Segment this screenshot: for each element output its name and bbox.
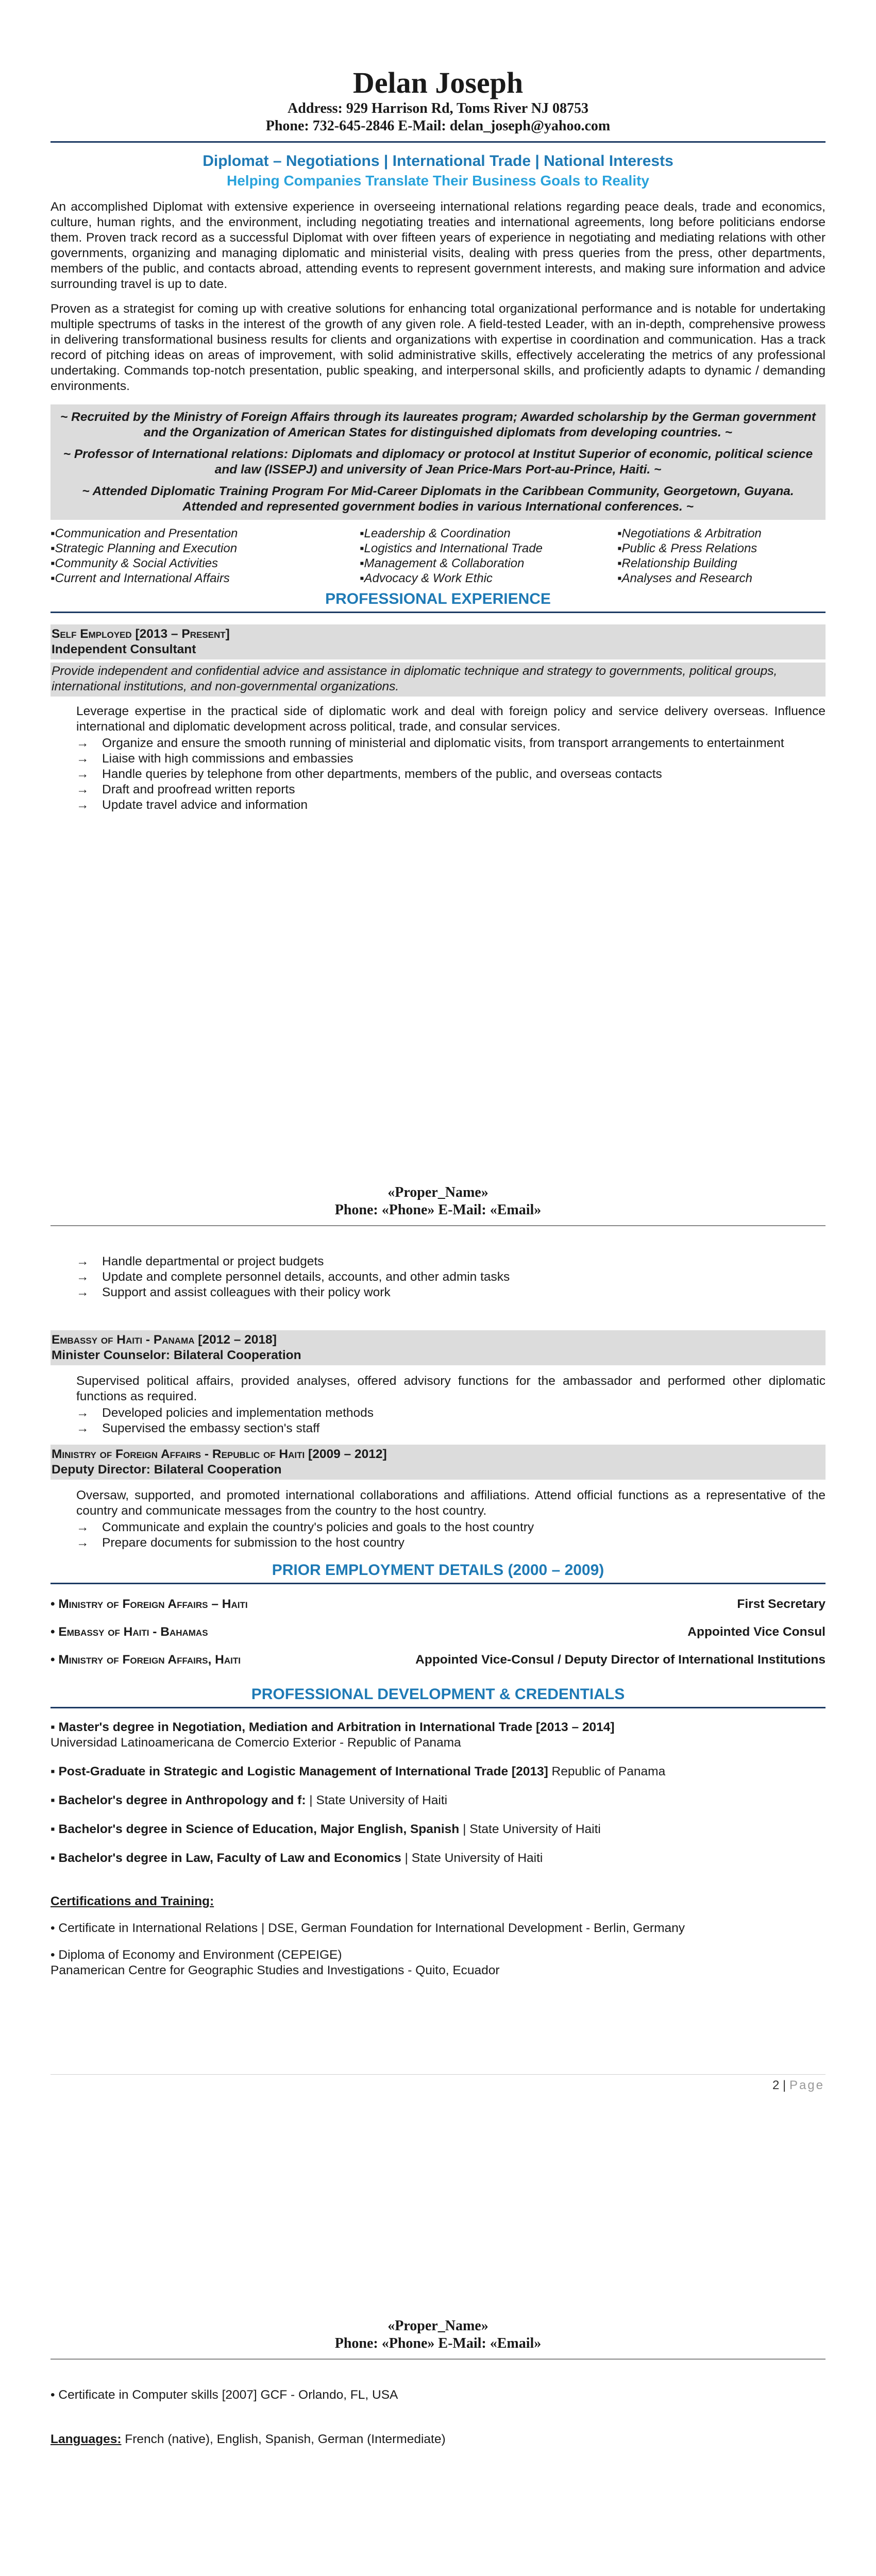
degree-5-title: ▪ Bachelor's degree in Law, Faculty of Law and Economics [50,1851,401,1865]
languages-line [50,2432,826,2447]
job-1-bullets-continued [76,1254,826,1300]
list-item: → Update and complete personnel details, accounts, and other admin tasks [76,1269,826,1285]
skill-item: ▪ Advocacy & Work Ethic [360,571,617,586]
job-1-summary: Provide independent and confidential advice and assistance in diplomatic technique and strategy to governments, political groups, international institutions, and non-governmental organizations. [50,663,826,697]
degree-3 [50,1793,826,1808]
experience-rule [50,612,826,613]
skill-item: ▪ Community & Social Activities [50,556,360,571]
header-rule [50,141,826,143]
degree-4-title: ▪ Bachelor's degree in Science of Education, Major English, Spanish [50,1822,459,1836]
prior-org: • Ministry of Foreign Affairs, Haiti [50,1653,241,1667]
page-word: Page [789,2078,824,2092]
job-2-details [76,1374,826,1436]
prior-org: • Embassy of Haiti - Bahamas [50,1625,208,1639]
page-2-content [50,1184,826,1978]
page-2 [0,1133,876,2267]
prior-row-3 [50,1652,826,1668]
list-item: → Developed policies and implementation methods [76,1405,826,1421]
job-1-details-continued [76,1254,826,1300]
list-item: → Liaise with high commissions and embassies [76,751,826,767]
address-line: Address: 929 Harrison Rd, Toms River NJ 08753 [288,100,588,116]
page-3 [0,2267,876,2576]
job-3-header [50,1445,826,1480]
job-3-employer: Ministry of Foreign Affairs - Republic of Haiti [2009 – 2012] [52,1447,387,1461]
job-2-intro: Supervised political affairs, provided analyses, offered advisory functions for the ambassador and performed other diplomatic functions as required. [76,1374,826,1403]
prior-row-2 [50,1624,826,1640]
degree-3-title: ▪ Bachelor's degree in Anthropology and f: [50,1793,306,1807]
page-separator: | [779,2078,789,2092]
job-1-employer: Self Employed [2013 – Present] [52,627,230,641]
certificate-3-line: • Certificate in Computer skills [2007] GCF - Orlando, FL, USA [50,2388,398,2402]
job-3-bullets [76,1520,826,1551]
skill-item: ▪ Strategic Planning and Execution [50,541,360,556]
certifications-heading [50,1894,826,1909]
degree-1-school: Universidad Latinoamericana de Comercio Exterior - Republic of Panama [50,1736,461,1750]
degree-5 [50,1851,826,1866]
highlight-2: ~ Professor of International relations: Diplomats and diplomacy or protocol at Institut Superior of economic, political science and law (ISSEPJ) and university of Jean Price-Mars Port-au-Prince, Haiti. ~ [63,447,813,477]
certificate-1 [50,1921,826,1936]
job-2-employer: Embassy of Haiti - Panama [2012 – 2018] [52,1333,277,1347]
education-rule [50,1707,826,1708]
highlights-box [50,404,826,520]
job-1-role: Independent Consultant [52,642,196,656]
skills-column-1 [50,526,360,586]
list-item: → Supervised the embassy section's staff [76,1421,826,1436]
skills-grid [50,526,826,586]
continuation-rule [50,2359,826,2360]
languages-label: Languages: [50,2432,122,2446]
degree-1 [50,1720,826,1751]
skill-item: ▪ Current and International Affairs [50,571,360,586]
experience-section-title: PROFESSIONAL EXPERIENCE [325,590,551,607]
headline-title: Diplomat – Negotiations | International Trade | National Interests [203,152,673,170]
continuation-contact: Phone: «Phone» E-Mail: «Email» [334,2335,542,2351]
list-item: → Update travel advice and information [76,798,826,813]
degree-2-school: Republic of Panama [548,1765,666,1778]
skills-column-3 [617,526,762,586]
job-3-intro: Oversaw, supported, and promoted international collaborations and affiliations. Attend official functions as a representative of the country and communicate messages from the country to the host country. [76,1488,826,1518]
job-2-bullets [76,1405,826,1436]
job-2-role: Minister Counselor: Bilateral Cooperation [52,1348,301,1362]
degree-2 [50,1764,826,1780]
highlight-1: ~ Recruited by the Ministry of Foreign Affairs through its laureates program; Awarded scholarship by the German government and the Organization of American States for distinguished diplomats from developing countries. ~ [60,410,816,439]
list-item: → Organize and ensure the smooth running of ministerial and diplomatic visits, from transport arrangements to entertainment [76,736,826,751]
contact-line: Phone: 732-645-2846 E-Mail: delan_joseph@yahoo.com [265,118,611,134]
continuation-name: «Proper_Name» [388,2318,488,2334]
job-1-header [50,624,826,659]
education-section-title: PROFESSIONAL DEVELOPMENT & CREDENTIALS [251,1686,625,1703]
certificate-3 [50,2387,826,2403]
prior-row-1 [50,1597,826,1612]
degree-4 [50,1822,826,1837]
certificate-2 [50,1947,826,1978]
job-1-bullets [76,736,826,813]
skills-column-2 [360,526,617,586]
job-1-details [76,704,826,813]
degree-3-school: | State University of Haiti [306,1793,448,1807]
skill-item: ▪ Communication and Presentation [50,526,360,541]
candidate-name: Delan Joseph [352,66,524,99]
skill-item: ▪ Relationship Building [617,556,762,571]
languages-value: French (native), English, Spanish, German (Intermediate) [121,2432,446,2446]
skill-item: ▪ Leadership & Coordination [360,526,617,541]
prior-org: • Ministry of Foreign Affairs – Haiti [50,1597,248,1611]
list-item: → Prepare documents for submission to the host country [76,1535,826,1551]
list-item: → Handle departmental or project budgets [76,1254,826,1269]
certificate-1-line: • Certificate in International Relations | DSE, German Foundation for International Development - Berlin, Germany [50,1921,685,1935]
summary-paragraph-1: An accomplished Diplomat with extensive experience in overseeing international relations regarding peace deals, trade and economics, culture, human rights, and the environment, including negotiating treaties and international agreements, long before politicians endorse them. Proven track record as a successful Diplomat with over fifteen years of experience in negotiating and mediating relations with other governments, organizing and managing diplomatic and ministerial visits, dealing with press queries from the press, other departments, members of the public, and contacts abroad, attending events to represent government interests, and making sure information and advice surrounding travel is up to date. [50,200,826,291]
skill-item: ▪ Logistics and International Trade [360,541,617,556]
list-item: → Communicate and explain the country's policies and goals to the host country [76,1520,826,1535]
degree-2-title: ▪ Post-Graduate in Strategic and Logistic Management of International Trade [2013] [50,1765,548,1778]
prior-section-title: PRIOR EMPLOYMENT DETAILS (2000 – 2009) [272,1562,604,1579]
headline-subtitle: Helping Companies Translate Their Business Goals to Reality [227,173,649,189]
list-item: → Support and assist colleagues with their policy work [76,1285,826,1300]
skill-item: ▪ Management & Collaboration [360,556,617,571]
certificate-2-line: • Diploma of Economy and Environment (CEPEIGE) [50,1948,342,1962]
prior-role: First Secretary [737,1597,826,1611]
prior-role: Appointed Vice-Consul / Deputy Director of International Institutions [415,1653,826,1667]
prior-role: Appointed Vice Consul [687,1625,826,1639]
job-1-intro: Leverage expertise in the practical side of diplomatic work and deal with foreign policy and service delivery overseas. Influence international and diplomatic development across political, trade, and consular services. [76,704,826,734]
skill-item: ▪ Public & Press Relations [617,541,762,556]
page-1 [0,0,876,1133]
page-1-content [50,66,826,813]
prior-rule [50,1583,826,1584]
job-3-role: Deputy Director: Bilateral Cooperation [52,1463,282,1477]
summary-paragraph-2: Proven as a strategist for coming up with creative solutions for enhancing total organizational performance and is notable for undertaking multiple spectrums of tasks in the interest of the growth of any given role. A field-tested Leader, with an in-depth, comprehensive prowess in delivering transformational business results for clients and organizations with expertise in coordination and communication. Has a track record of pitching ideas on areas of improvement, with solid administrative skills, effectively accelerating the metrics of any professional undertaking. Commands top-notch presentation, public speaking, and interpersonal skills, and proficiently adapts to dynamic / demanding environments. [50,302,826,393]
skill-item: ▪ Negotiations & Arbitration [617,526,762,541]
page-2-footer-rule [50,2074,826,2075]
page-number: 2 [772,2078,780,2092]
continuation-rule [50,1225,826,1226]
skill-item: ▪ Analyses and Research [617,571,762,586]
degree-4-school: | State University of Haiti [459,1822,601,1836]
list-item: → Draft and proofread written reports [76,782,826,798]
job-2-header [50,1330,826,1365]
page-2-number [772,2078,824,2093]
continuation-name: «Proper_Name» [388,1184,488,1200]
list-item: → Handle queries by telephone from other departments, members of the public, and overseas contacts [76,767,826,782]
degree-1-title: ▪ Master's degree in Negotiation, Mediation and Arbitration in International Trade [2013 – 2014] [50,1720,615,1734]
highlight-3: ~ Attended Diplomatic Training Program For Mid-Career Diplomats in the Caribbean Community, Georgetown, Guyana. Attended and represented government bodies in various International conferences. ~ [82,484,794,514]
degree-5-school: | State University of Haiti [401,1851,543,1865]
continuation-contact: Phone: «Phone» E-Mail: «Email» [334,1202,542,1218]
page-3-content [50,2317,826,2447]
certifications-title: Certifications and Training: [50,1894,214,1908]
certificate-2-institution: Panamerican Centre for Geographic Studies and Investigations - Quito, Ecuador [50,1963,500,1977]
job-3-details [76,1488,826,1551]
